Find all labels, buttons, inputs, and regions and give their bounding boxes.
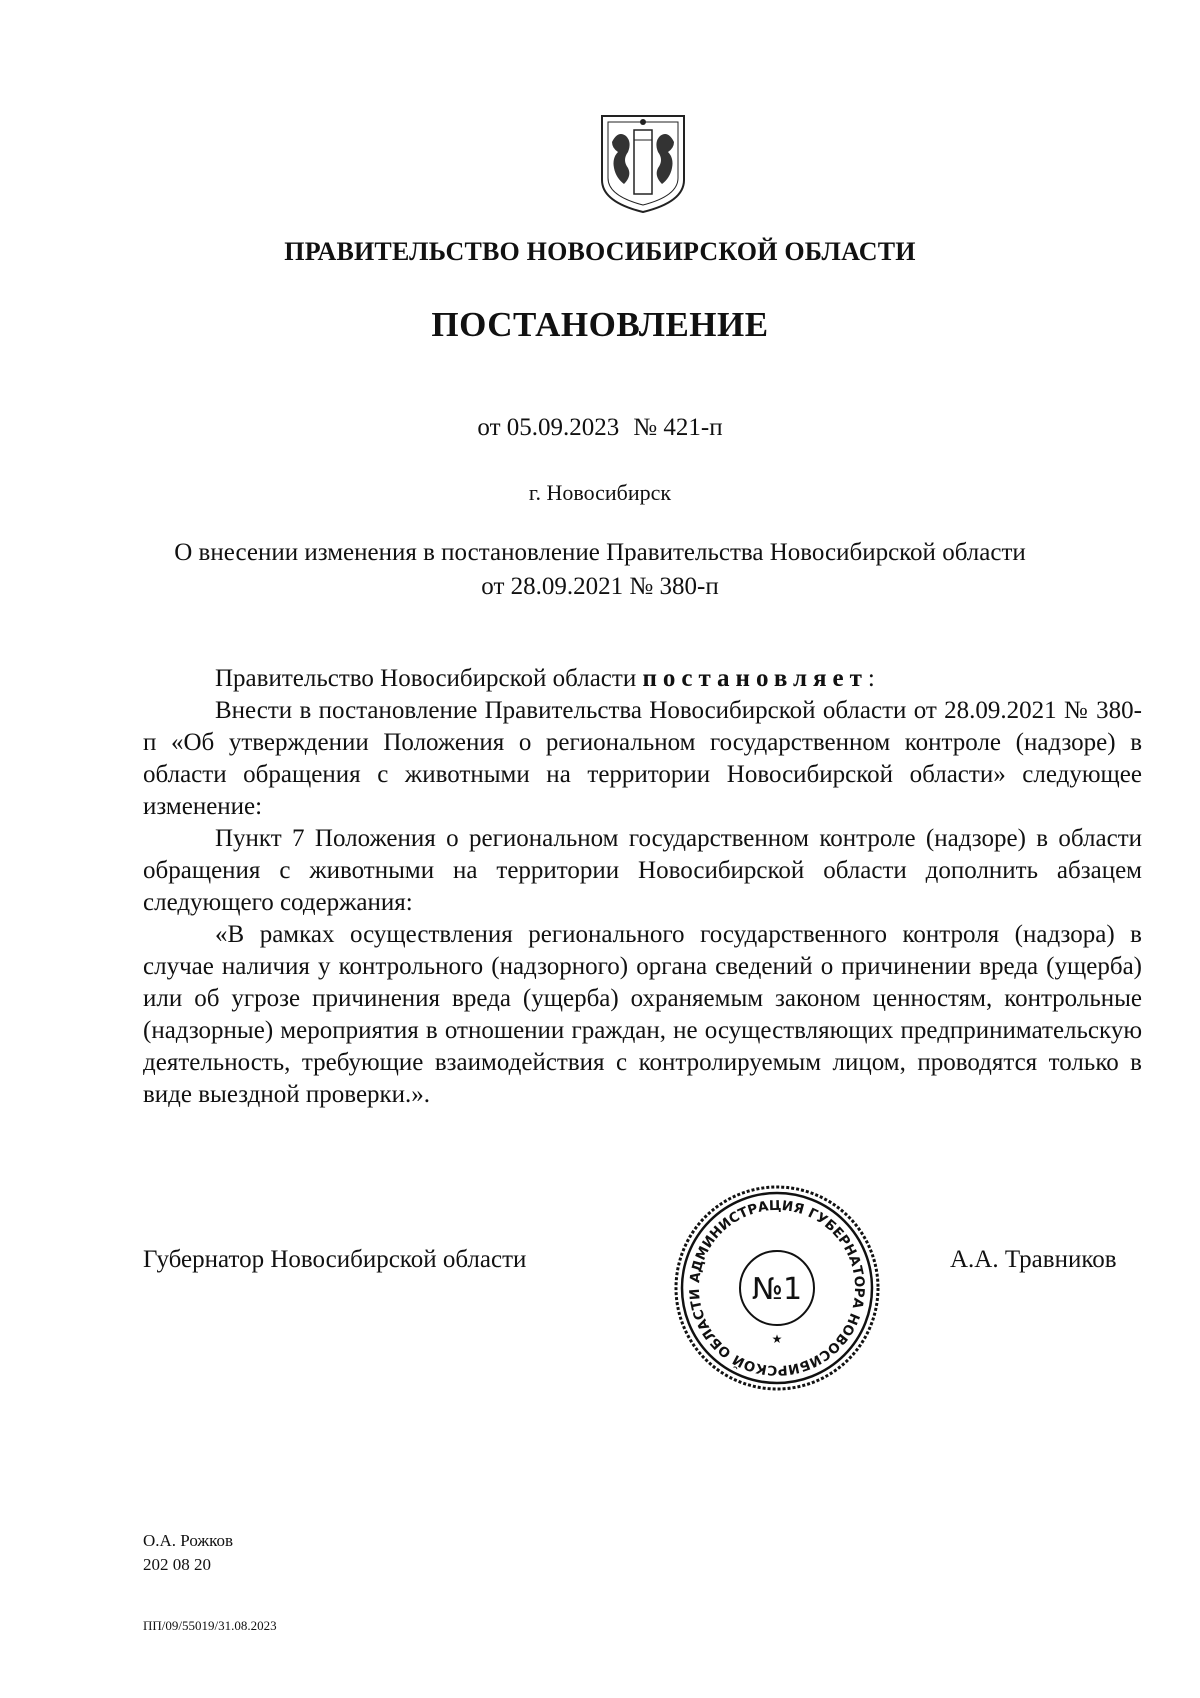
date-number-line [0,414,1200,442]
svg-text:★: ★ [771,1332,783,1346]
city: г. Новосибирск [528,480,672,505]
svg-text:АДМИНИСТРАЦИЯ ГУБЕРНАТОРА НОВО: АДМИНИСТРАЦИЯ ГУБЕРНАТОРА НОВОСИБИРСКОЙ ОБЛАСТИ [686,1197,868,1379]
document-body [143,663,1142,1111]
registration-number: ПП/09/55019/31.08.2023 [143,1618,277,1633]
signer-position: Губернатор Новосибирской области [143,1246,527,1273]
paragraph-2: Пункт 7 Положения о региональном государственном контроле (надзоре) в области обращения с животными на территории Новосибирской области дополнить абзацем следующего содержания: [143,825,1142,916]
document-date: от 05.09.2023 [477,414,620,441]
svg-text:№1: №1 [751,1272,803,1307]
paragraph-1: Внести в постановление Правительства Новосибирской области от 28.09.2021 № 380-п «Об утверждении Положения о региональном государственном контроле (надзоре) в области обращения с животными на территории Новосибирской области» следующее изменение: [143,697,1142,820]
intro-text: Правительство Новосибирской области [215,665,643,692]
intro-paragraph [143,663,1142,695]
official-seal-stamp [672,1183,882,1393]
executor-block [143,1529,233,1577]
organization-title: ПРАВИТЕЛЬСТВО НОВОСИБИРСКОЙ ОБЛАСТИ [284,237,916,266]
document-subject [0,536,1200,604]
executor-name: О.А. Рожков [143,1531,234,1550]
intro-colon: : [867,665,875,692]
signer-name: А.А. Травников [950,1246,1117,1273]
coat-of-arms-icon [598,112,688,216]
decree-word: постановляет [642,665,868,692]
paragraph-3: «В рамках осуществления регионального государственного контроля (надзора) в случае наличия у контрольного (надзорного) органа сведений о причинении вреда (ущерба) или об угрозе причинения вреда (ущерба) охраняемым законом ценностям, контрольные (надзорные) мероприятия в отношении граждан, не осуществляющих предпринимательскую деятельность, требующие взаимодействия с контролируемым лицом, проводятся только в виде выездной проверки.». [143,921,1142,1108]
executor-phone: 202 08 20 [143,1555,211,1574]
subject-line-2: от 28.09.2021 № 380-п [481,573,719,600]
document-number: № 421-п [633,414,723,441]
subject-line-1: О внесении изменения в постановление Правительства Новосибирской области [174,539,1026,566]
document-type: ПОСТАНОВЛЕНИЕ [431,305,769,344]
